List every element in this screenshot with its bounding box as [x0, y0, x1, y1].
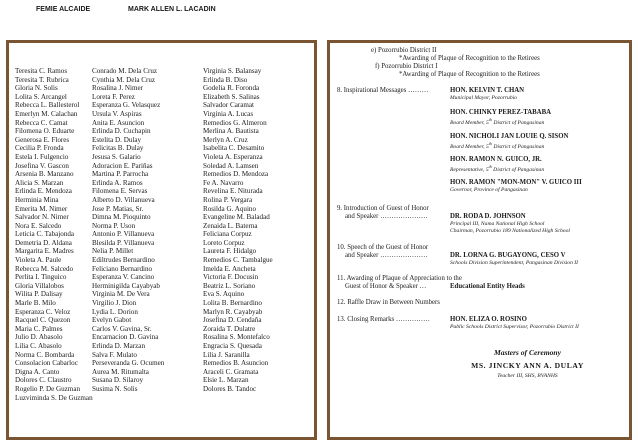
- retiree-name: Zoraida T. Dulatre: [203, 324, 256, 333]
- names-column-1: [15, 67, 93, 402]
- retiree-name: Estelita D. Dulay: [92, 135, 142, 144]
- retiree-name: Rolina P. Vergara: [203, 195, 253, 204]
- retiree-name: Filomena O. Eduarte: [15, 127, 75, 136]
- item-9-label-line1: 9. Introduction of Guest of Honor: [337, 205, 429, 212]
- item-9-label-line2: and Speaker …………………: [345, 213, 428, 220]
- retiree-name: Lolita B. Bernardino: [203, 299, 262, 308]
- retiree-name: Generosa E. Flores: [15, 135, 70, 144]
- retiree-name: Salvador N. Nimer: [15, 213, 69, 222]
- retiree-name: Consolacion Cabarloc: [15, 359, 78, 368]
- retiree-name: Perseveranda G. Ocumen: [92, 359, 165, 368]
- retiree-name: Adoracion E. Pariñas: [92, 161, 153, 170]
- retiree-name: Remedios B. Asuncion: [203, 359, 269, 368]
- retiree-name: Lolita S. Arcangel: [15, 92, 67, 101]
- speaker-2-role: Board Member, 5th District of Pangasinan: [450, 117, 545, 126]
- retiree-name: Felicitas B. Dulay: [92, 144, 144, 153]
- retiree-name: Imelda E. Ancheta: [203, 264, 256, 273]
- retiree-name: Jesusa S. Galario: [92, 152, 141, 161]
- retiree-name: Araceli C. Gramata: [203, 367, 259, 376]
- retiree-name: Alicia S. Marzan: [15, 178, 64, 187]
- speaker-1-role: Municipal Mayor, Pozorrubio: [450, 95, 517, 101]
- retiree-name: Susana D. Silaroy: [92, 376, 144, 385]
- retiree-name: Filomena E. Servas: [92, 187, 148, 196]
- retiree-name: Martina P. Parrocha: [92, 170, 149, 179]
- retiree-name: Estela I. Fulgencio: [15, 152, 69, 161]
- retiree-name: Conrado M. Dela Cruz: [92, 67, 158, 75]
- retiree-name: Fe A. Navarro: [203, 178, 244, 187]
- retiree-name: Erlinda D. Cuchapin: [92, 127, 151, 136]
- retiree-name: Norma P. Uson: [92, 221, 136, 230]
- retiree-name: Demetria D. Aldana: [15, 238, 72, 247]
- item-10-name: DR. LORNA G. BUGAYONG, CESO V: [450, 252, 566, 259]
- item-9-role-2: Chairman, Pozorrubio 189 Nationalized High School: [450, 228, 570, 234]
- retiree-name: Engracia S. Quesada: [203, 342, 262, 350]
- retiree-name: Remedios D. Mendoza: [203, 170, 269, 179]
- retiree-name: Isabelita C. Desamito: [203, 144, 265, 153]
- retiree-name: Godelia R. Foronda: [203, 84, 260, 93]
- speaker-4-name: HON. RAMON N. GUICO, JR.: [450, 156, 542, 163]
- retiree-name: Dolores C. Claustro: [15, 376, 72, 385]
- retiree-name: Blesilda P. Villanueva: [92, 238, 155, 247]
- retiree-name: Dimna M. Pioquinto: [92, 213, 151, 222]
- retiree-name: Loreta F. Perez: [92, 92, 135, 101]
- retiree-name: Gloria Villalobos: [15, 281, 64, 290]
- retiree-name: Rosilda G. Aquino: [203, 204, 257, 213]
- retiree-name: Emerlyn M. Calachan: [15, 109, 78, 118]
- retiree-name: Herminigilda Cayabyab: [92, 281, 160, 290]
- retiree-name: Erlinda E. Mendoza: [15, 187, 72, 196]
- retiree-name: Marle B. Milo: [15, 299, 56, 308]
- award-e-detail: *Awarding of Plaque of Recognition to the Retirees: [399, 55, 540, 62]
- retiree-name: Loreto Corpuz: [203, 238, 245, 247]
- retiree-name: Herminia Mina: [15, 195, 59, 204]
- retiree-name: Revelina E. Niturada: [203, 187, 263, 196]
- retiree-name: Evelyn Gabot: [92, 316, 132, 325]
- retiree-name: Digna A. Canto: [15, 367, 60, 376]
- retiree-name: Rogelio P. De Guzman: [15, 384, 81, 393]
- retiree-name: Arsenia B. Manzano: [15, 170, 74, 179]
- retiree-name: Marlyn R. Cayabyab: [203, 307, 263, 316]
- retiree-name: Emerita M. Nimer: [15, 204, 68, 213]
- retiree-name: Ursula V. Aspiras: [92, 109, 142, 118]
- name-left: FEMIE ALCAIDE: [36, 6, 91, 13]
- mc-title: Masters of Ceremony: [493, 348, 562, 357]
- mc-name: MS. JINCKY ANN A. DULAY: [471, 361, 584, 370]
- retiree-name: Elsie L. Marzan: [203, 376, 249, 385]
- retiree-name: Maria C. Palmes: [15, 324, 63, 333]
- names-column-2: [92, 67, 164, 394]
- speaker-3-role: Board Member, 5th District of Pangasinan: [450, 141, 545, 150]
- retiree-name: Victoria F. Docusin: [203, 273, 259, 282]
- inspirational-messages-label: 8. Inspirational Messages ………: [337, 87, 429, 94]
- retiree-name: Jose P. Matias, Sr.: [92, 204, 144, 213]
- retiree-name: Rebecca C. Camat: [15, 118, 68, 127]
- retiree-name: Virginia A. Lucas: [203, 109, 254, 118]
- speaker-2-name: HON. CHINKY PEREZ-TABABA: [450, 109, 552, 116]
- retiree-name: Rosalina J. Nimer: [92, 84, 144, 93]
- retiree-name: Susima N. Solis: [92, 384, 138, 393]
- speaker-3-name: HON. NICHOLI JAN LOUIE Q. SISON: [450, 133, 569, 140]
- retiree-name: Merlina A. Bautista: [203, 127, 259, 136]
- item-13-name: HON. ELIZA O. ROSINO: [450, 316, 527, 323]
- retiree-name: Alberto D. Villanueva: [92, 195, 155, 204]
- retiree-name: Merlyn A. Cruz: [203, 135, 248, 144]
- retiree-name: Rebecca M. Salcedo: [15, 264, 74, 273]
- speaker-5-name: HON. RAMON "MON-MON" V. GUICO III: [450, 179, 582, 186]
- item-11-label-line1: 11. Awarding of Plaque of Appreciation to the: [337, 275, 462, 282]
- retiree-name: Remedios G. Almeron: [203, 118, 267, 127]
- retiree-name: Virgilio J. Dion: [92, 299, 137, 308]
- retiree-name: Julio D. Abasolo: [15, 333, 63, 342]
- retiree-name: Encarnacion D. Gavina: [92, 333, 159, 342]
- retiree-name: Zenaida L. Baterna: [203, 221, 258, 230]
- names-column-3: [203, 67, 273, 394]
- retiree-name: Erlinda A. Ramos: [92, 178, 143, 187]
- retiree-name: Laureta F. Hidalgo: [203, 247, 257, 256]
- retiree-name: Nelia P. Millet: [92, 247, 134, 256]
- retiree-name: Rosalina S. Montefalco: [203, 333, 270, 342]
- item-9-name: DR. RODA D. JOHNSON: [450, 213, 526, 220]
- retiree-name: Violeta A. Paule: [15, 256, 62, 265]
- retiree-name: Virginia S. Balansay: [203, 67, 262, 75]
- retiree-name: Gloria N. Solis: [15, 84, 58, 93]
- retiree-name: Esperanza G. Velasquez: [92, 101, 161, 110]
- retiree-name: Lilia J. Saranilla: [203, 350, 250, 359]
- speaker-4-role: Representative, 5th District of Pangasinan: [450, 164, 545, 173]
- retirees-list-panel: [6, 40, 317, 440]
- item-10-label-line1: 10. Speech of the Guest of Honor: [337, 244, 429, 251]
- retiree-name: Lydia L. Dorion: [92, 307, 138, 316]
- retiree-name: Feliciana Corpuz: [203, 230, 252, 239]
- retiree-name: Beatriz L. Soriano: [203, 281, 256, 290]
- item-10-role: Schools Division Superintendent, Pangasinan Division II: [450, 260, 579, 266]
- retiree-name: Soledad A. Lamsen: [203, 161, 259, 170]
- retiree-name: Margarita E. Madres: [15, 247, 74, 256]
- retiree-name: Evangeline M. Baladad: [203, 213, 270, 222]
- retiree-name: Aurea M. Ritumalta: [92, 367, 149, 376]
- retiree-name: Nora E. Salcedo: [15, 221, 62, 230]
- retiree-name: Rebecca L. Ballesterol: [15, 101, 80, 110]
- retiree-name: Remedios C. Tambalgue: [203, 256, 273, 265]
- item-13-role: Public Schools District Supervisor, Pozorrubio District II: [450, 324, 579, 330]
- retiree-name: Luzviminda S. De Guzman: [15, 393, 93, 402]
- retiree-name: Cynthia M. Dela Cruz: [92, 75, 156, 84]
- retiree-name: Perlita I. Tinguico: [15, 273, 67, 282]
- award-e-title: e) Pozorrubio District II: [371, 47, 437, 54]
- retiree-name: Antonio P. Villanueva: [92, 230, 155, 239]
- item-9-role-1: Principal III, Nama National High School: [450, 221, 545, 227]
- retiree-name: Salva F. Mulato: [92, 350, 137, 359]
- retiree-name: Wilita P. Dalisay: [15, 290, 63, 299]
- retiree-name: Racquel C. Quezon: [15, 316, 71, 325]
- retiree-name: Esperanza V. Cancino: [92, 273, 155, 282]
- item-13-label: 13. Closing Remarks ……………: [337, 316, 430, 323]
- retiree-name: Carlos V. Gavina, Sr.: [92, 324, 152, 333]
- retiree-name: Violeta A. Esperanza: [203, 152, 263, 161]
- retiree-name: Teresita C. Ramos: [15, 67, 68, 75]
- retiree-name: Elizabeth S. Salinas: [203, 92, 260, 101]
- retiree-name: Leticia C. Tabajonda: [15, 230, 75, 239]
- retiree-name: Anita E. Asuncion: [92, 118, 145, 127]
- retiree-name: Salvador Caramat: [203, 101, 255, 110]
- name-right: MARK ALLEN L. LACADIN: [128, 6, 216, 13]
- retiree-name: Esperanza C. Veloz: [15, 307, 71, 316]
- retiree-name: Erlinda B. Diso: [203, 75, 248, 84]
- retiree-name: Josefina D. Cendaña: [203, 316, 262, 325]
- program-panel: [327, 40, 632, 440]
- retiree-name: Feliciano Bernardino: [92, 264, 153, 273]
- retiree-name: Lilia C. Abasolo: [15, 342, 62, 350]
- item-12-label: 12. Raffle Draw in Between Numbers: [337, 299, 440, 306]
- award-f-title: f) Pozorrubio District I: [375, 63, 438, 70]
- retiree-name: Norma C. Bombarda: [15, 350, 75, 359]
- retiree-name: Virginia M. De Vera: [92, 290, 150, 299]
- program-content: [330, 43, 629, 437]
- retiree-name: Dolores B. Tandoc: [203, 384, 257, 393]
- item-10-label-line2: and Speaker …………………: [345, 252, 428, 259]
- retiree-name: Erlinda D. Marzan: [92, 342, 145, 350]
- retiree-name: Cecilia P. Fronda: [15, 144, 64, 153]
- retiree-name: Ediltrudes Bernardino: [92, 256, 155, 265]
- retiree-name: Josefina V. Gascon: [15, 161, 69, 170]
- mc-role: Teacher III, SHS, BVANHS: [497, 373, 558, 379]
- retiree-name: Teresita T. Rubrica: [15, 75, 69, 84]
- header-names: [36, 4, 286, 18]
- award-f-detail: *Awarding of Plaque of Recognition to the Retirees: [399, 71, 540, 78]
- retiree-name: Eva S. Aquino: [203, 290, 245, 299]
- item-11-label-line2: Guest of Honor & Speaker …: [345, 283, 427, 290]
- item-11-value: Educational Entity Heads: [450, 283, 525, 290]
- speaker-1-name: HON. KELVIN T. CHAN: [450, 87, 525, 94]
- speaker-5-role: Governor, Province of Pangasinan: [450, 187, 528, 193]
